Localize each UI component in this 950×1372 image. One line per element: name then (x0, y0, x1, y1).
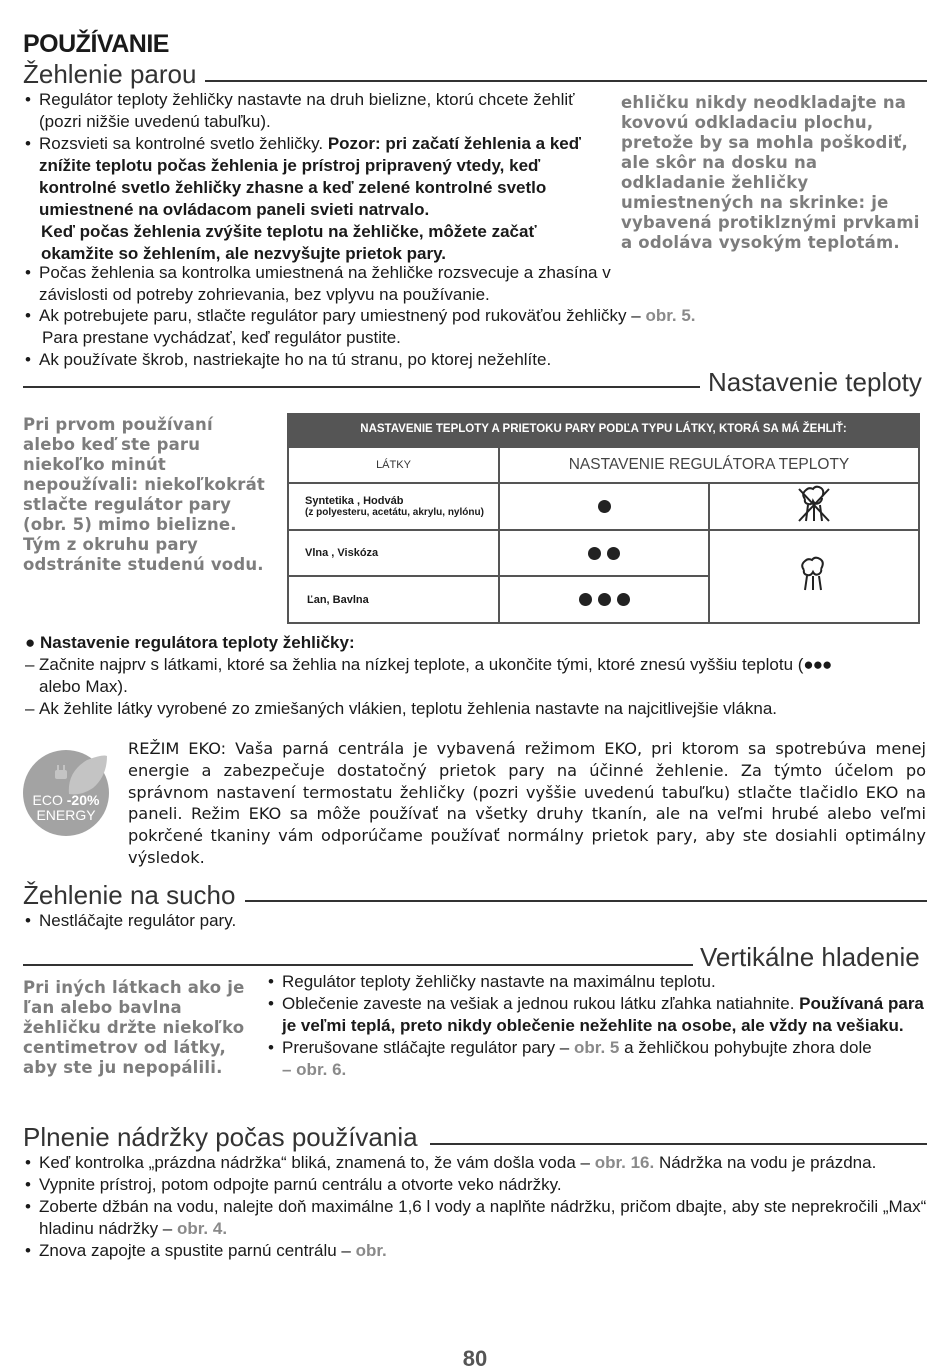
list-item: • Regulátor teploty žehličky nastavte na druh bielizne, ktorú chcete žehliť (pozri nižšie uvedenú tabuľku). (25, 90, 575, 131)
fabric-cell: Vlna , Viskóza (288, 530, 499, 576)
refilling-instructions (25, 1152, 927, 1262)
table-title: NASTAVENIE TEPLOTY A PRIETOKU PARY PODĽA TYPU LÁTKY, KTORÁ SA MÁ ŽEHLIŤ: (287, 413, 920, 446)
temperature-dots-3 (501, 593, 707, 606)
section-rule (430, 1143, 927, 1145)
temperature-dots-1 (501, 500, 707, 513)
list-item: • Ak používate škrob, nastriekajte ho na tú stranu, po ktorej nežehlíte. (25, 350, 552, 369)
fabric-cell: Ľan, Bavlna (288, 576, 499, 623)
section-rule (245, 900, 927, 902)
list-item: • Ak potrebujete paru, stlačte regulátor pary umiestnený pod rukoväťou žehličky – obr. 5. (25, 306, 696, 325)
steam-cell (709, 530, 919, 623)
list-note: Keď počas žehlenia zvýšite teplotu na žehličke, môžete začať okamžite so žehlením, ale nezvyšujte prietok pary. (41, 222, 537, 263)
table-header-row (288, 447, 919, 483)
table-row (288, 483, 919, 530)
section-heading-temperature: Nastavenie teploty (708, 367, 922, 397)
list-note: Para prestane vychádzať, keď regulátor pustite. (42, 328, 401, 347)
section-rule (23, 386, 700, 388)
list-item: • Oblečenie zaveste na vešiak a jednou rukou látku zľahka natiahnite. Používaná para je veľmi teplá, preto nikdy oblečenie nežehlite na osobe, ale vždy na vešiaku. (268, 994, 924, 1035)
page-number: 80 (462, 1346, 488, 1371)
table-row (288, 530, 919, 576)
list-item: • Keď kontrolka „prázdna nádržka“ bliká, znamená to, že vám došla voda – obr. 16. Nádržka na vodu je prázdna. (25, 1153, 877, 1172)
list-item: • Nestláčajte regulátor pary. (25, 911, 237, 930)
list-item: • Regulátor teploty žehličky nastavte na maximálnu teplotu. (268, 972, 716, 991)
section-heading-steam-ironing: Žehlenie parou (23, 59, 197, 89)
no-steam-icon (796, 485, 832, 523)
side-note-distance: Pri iných látkach ako je ľan alebo bavlna žehličku držte niekoľko centimetrov od látky, aby ste ju nepopálili. (23, 978, 245, 1077)
steam-ironing-instructions-3 (25, 305, 925, 371)
eco-energy-badge: ECO -20% ENERGY (23, 750, 109, 836)
list-item: • Prerušovane stláčajte regulátor pary – obr. 5 a žehličkou pohybujte zhora dole – obr. 6. (268, 1038, 872, 1079)
dots-cell (499, 576, 709, 623)
list-item: • Zoberte džbán na vodu, nalejte doň maximálne 1,6 l vody a naplňte nádržku, pričom dbajte, aby ste neprekročili „Max“ hladinu nádržky – obr. 4. (25, 1197, 927, 1238)
steam-cell (709, 483, 919, 530)
section-heading-refilling: Plnenie nádržky počas používania (23, 1122, 418, 1152)
regulator-heading: ● Nastavenie regulátora teploty žehličky: (25, 633, 355, 652)
section-heading-vertical: Vertikálne hladenie (700, 942, 920, 972)
list-item: • Znova zapojte a spustite parnú centrálu – obr. (25, 1241, 387, 1260)
list-item: – Začnite najprv s látkami, ktoré sa žehlia na nízkej teplote, a ukončite tými, ktoré znesú vyššiu teplotu (●●● alebo Max). (25, 655, 832, 696)
dots-cell (499, 530, 709, 576)
side-note-first-use: Pri prvom používaní alebo keď ste paru niekoľko minút nepoužívali: niekoľkokrát stlačte regulátor pary (obr. 5) mimo bielizne. Tým z okruhu pary odstránite studenú vodu. (23, 415, 266, 574)
table-grid (287, 446, 920, 624)
temperature-table (287, 413, 920, 624)
table-header-setting: NASTAVENIE REGULÁTORA TEPLOTY (499, 447, 919, 483)
eco-mode-text: REŽIM EKO: Vaša parná centrála je vybavená režimom EKO, pri ktorom sa spotrebúva menej energie a zabezpečuje dostatočný prietok pary na účinné žehlenie. Za týmto účelom po správnom nastavení termostatu žehličky (pozri vyššie uvedenú tabuľku) stlačte tlačidlo EKO na paneli. Režim EKO sa môže používať na všetky druhy tkanín, ale na veľmi hrubé alebo veľmi pokrčené tkaniny vám odporúčame používať normálny prietok pary, aby ste dosiahli optimálny výsledok. (128, 739, 926, 867)
dots-cell (499, 483, 709, 530)
side-note-iron-rest: ehličku nikdy neodkladajte na kovovú odkladaciu plochu, pretože by sa mohla poškodiť, ale skôr na dosku na odkladanie žehličky umiestnených na skrinke: je vybavená protiklznými prvkami a odoláva vysokým teplotám. (621, 93, 920, 252)
section-heading-dry-ironing: Žehlenie na sucho (23, 880, 236, 910)
page-title: POUŽÍVANIE (23, 30, 169, 58)
list-item: • Vypnite prístroj, potom odpojte parnú centrálu a otvorte veko nádržky. (25, 1175, 562, 1194)
temperature-dots-2 (501, 547, 707, 560)
vertical-steaming-instructions (268, 971, 928, 1081)
steam-ironing-instructions-2 (25, 262, 615, 306)
regulator-settings (25, 632, 930, 720)
section-rule (205, 80, 927, 82)
steam-icon (796, 556, 832, 592)
steam-ironing-instructions (25, 89, 600, 265)
list-item: • Počas žehlenia sa kontrolka umiestnená na žehličke rozsvecuje a zhasína v závislosti od potreby zohrievania, bez vplyvu na používanie. (25, 263, 611, 304)
fabric-cell: Syntetika , Hodváb (z polyesteru, acetátu, akrylu, nylónu) (288, 483, 499, 530)
dry-ironing-instructions (25, 910, 525, 932)
table-header-fabrics: LÁTKY (288, 447, 499, 483)
list-item: • Rozsvieti sa kontrolné svetlo žehličky. Pozor: pri začatí žehlenia a keď znížite teplotu počas žehlenia je prístroj pripravený vtedy, keď kontrolné svetlo žehličky zhasne a keď zelené kontrolné svetlo umiestnené na ovládacom paneli svieti natrvalo. (25, 134, 581, 219)
list-item: – Ak žehlite látky vyrobené zo zmiešaných vlákien, teplotu žehlenia nastavte na najcitlivejšie vlákna. (25, 699, 778, 718)
section-rule (23, 964, 693, 966)
